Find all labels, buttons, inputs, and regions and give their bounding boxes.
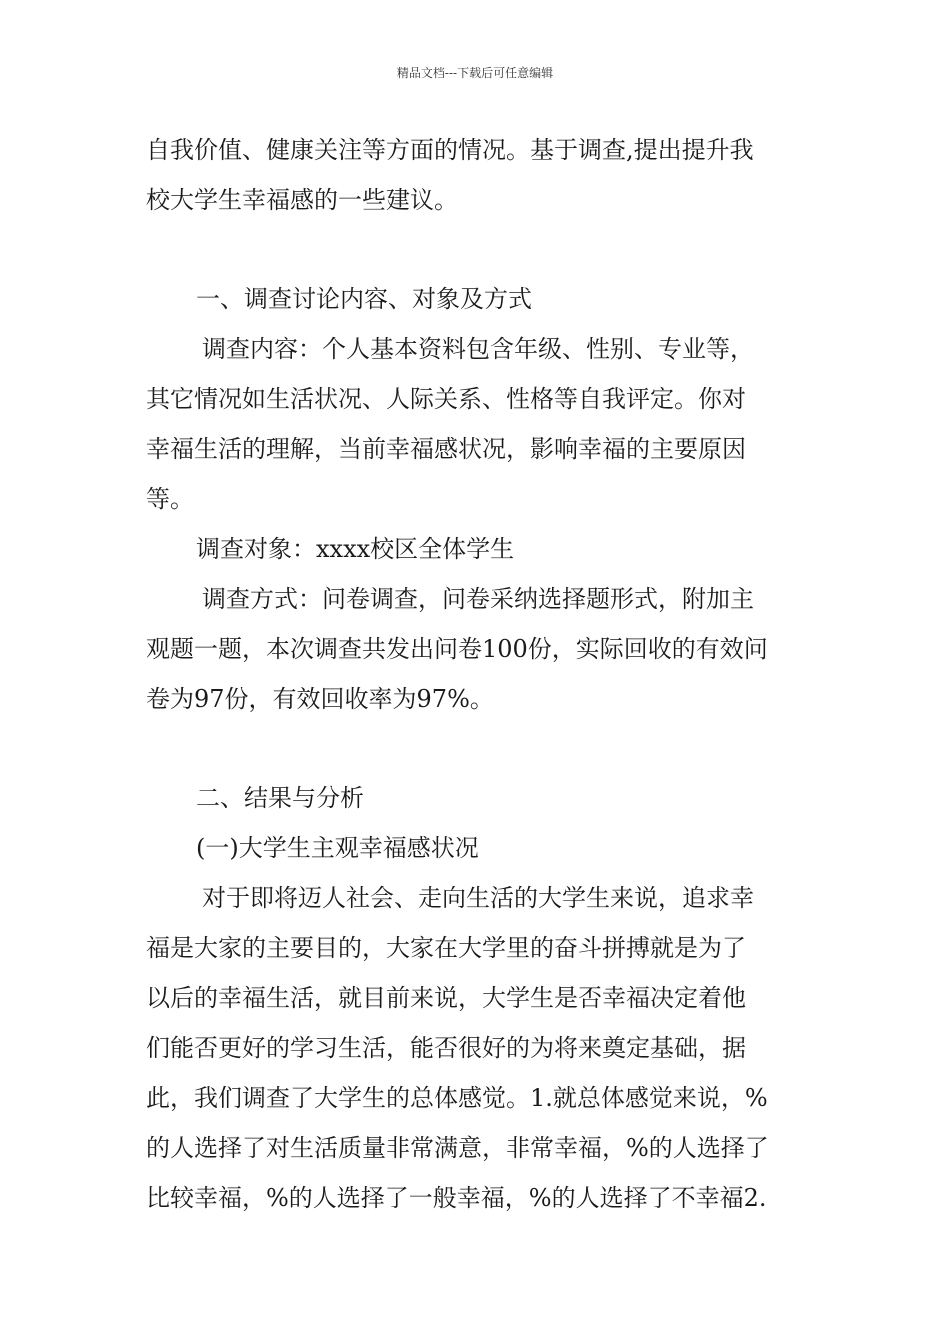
text-line: 幸福生活的理解，当前幸福感状况，影响幸福的主要原因 [146, 435, 746, 463]
text-line: 调查内容：个人基本资料包含年级、性别、专业等， [202, 335, 754, 363]
text-line: 观题一题，本次调查共发出问卷100份，实际回收的有效问 [146, 635, 768, 663]
text-line: 比较幸福，%的人选择了一般幸福，%的人选择了不幸福2. [146, 1184, 767, 1212]
text-line: 的人选择了对生活质量非常满意，非常幸福，%的人选择了 [146, 1134, 769, 1162]
text-line: 其它情况如生活状况、人际关系、性格等自我评定。你对 [146, 385, 746, 413]
text-line: 卷为97份，有效回收率为97%。 [146, 685, 494, 713]
text-line: 福是大家的主要目的，大家在大学里的奋斗拼搏就是为了 [146, 934, 746, 962]
section-heading: 二、结果与分析 [196, 784, 364, 812]
text-line: 对于即将迈人社会、走向生活的大学生来说，追求幸 [202, 884, 754, 912]
page-header: 精品文档---下载后可任意编辑 [396, 66, 554, 80]
section-heading: 一、调查讨论内容、对象及方式 [196, 285, 532, 313]
text-line: 们能否更好的学习生活，能否很好的为将来奠定基础，据 [146, 1034, 746, 1062]
text-line: 校大学生幸福感的一些建议。 [146, 186, 458, 214]
text-line: 自我价值、健康关注等方面的情况。基于调查,提出提升我 [146, 136, 754, 164]
text-line: 等。 [146, 485, 194, 513]
text-line: 调查方式：问卷调查，问卷采纳选择题形式，附加主 [202, 585, 754, 613]
text-line: 以后的幸福生活，就目前来说，大学生是否幸福决定着他 [146, 984, 746, 1012]
text-line: 调查对象：xxxx校区全体学生 [196, 535, 515, 563]
subsection-heading: (一)大学生主观幸福感状况 [196, 834, 479, 862]
text-line: 此，我们调查了大学生的总体感觉。1.就总体感觉来说，% [146, 1084, 768, 1112]
